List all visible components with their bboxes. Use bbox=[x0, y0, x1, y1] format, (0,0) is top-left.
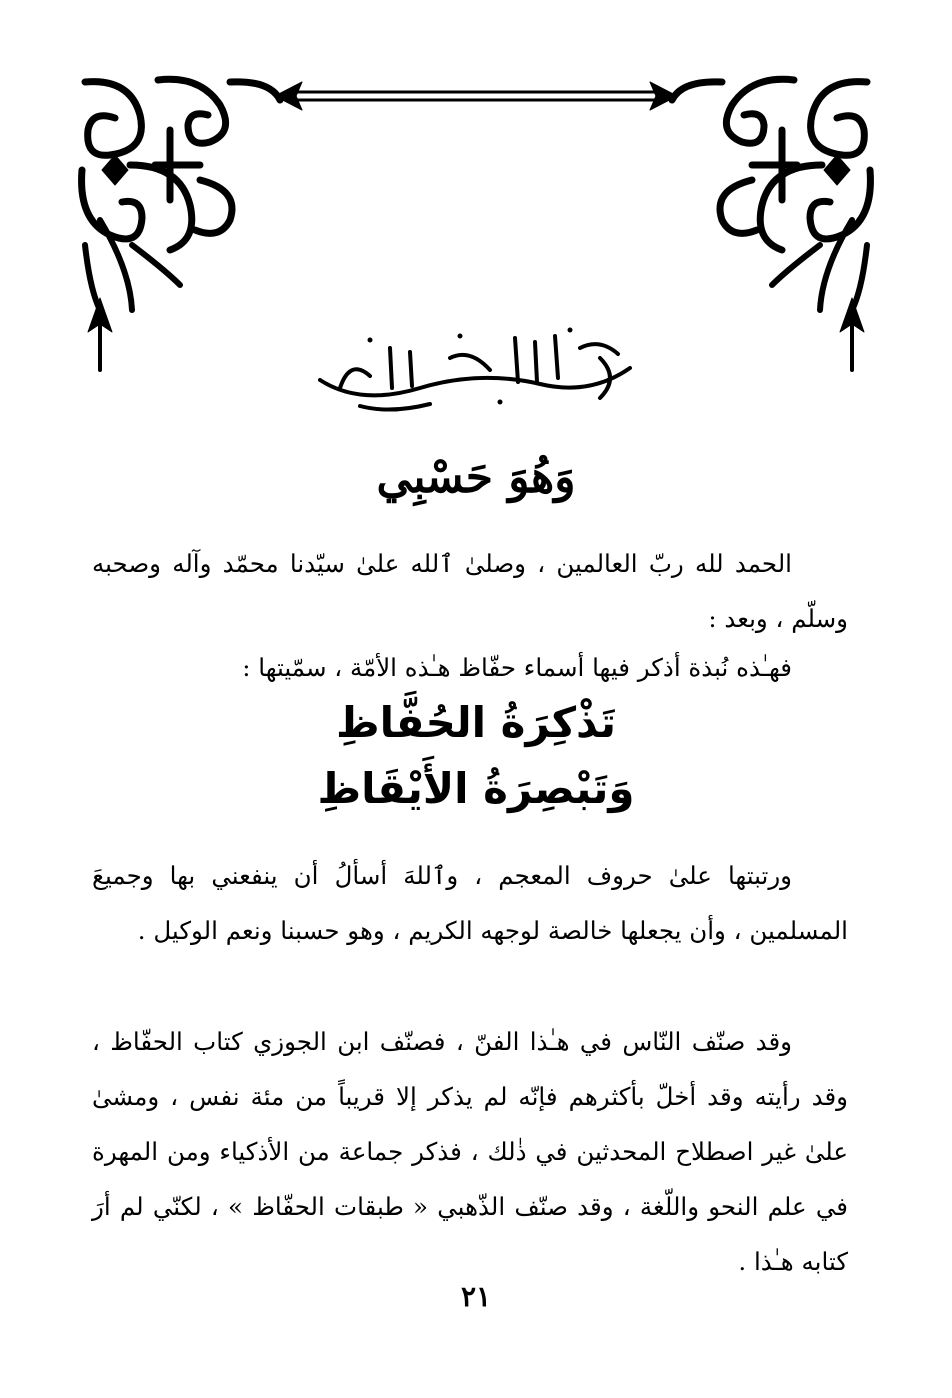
page-number: ٢١ bbox=[460, 1280, 492, 1313]
basmala-calligraphy bbox=[300, 318, 650, 418]
paragraph-prior-works bbox=[92, 1014, 848, 1289]
book-title-line-1: تَذْكِرَةُ الحُفَّاظِ bbox=[335, 698, 617, 747]
paragraph-intro bbox=[92, 640, 848, 695]
book-title bbox=[0, 690, 952, 822]
paragraph-arrangement bbox=[92, 848, 848, 958]
paragraph-arrangement-text: ورتبتها علىٰ حروف المعجم ، وٱللهَ أسألُ أن ينفعني بها وجميعَ المسلمين ، وأن يجعلها خالصة لوجهه الكريم ، وهو حسبنا ونعم الوكيل . bbox=[92, 861, 848, 945]
paragraph-opening bbox=[92, 536, 848, 646]
paragraph-prior-works-text: وقد صنّف النّاس في هـٰذا الفنّ ، فصنّف ابن الجوزي كتاب الحفّاظ ، وقد رأيته وقد أخلّ بأكثرهم فإنّه لم يذكر إلا قريباً من مئة نفس ، ومشىٰ علىٰ غير اصطلاح المحدثين في ذٰلك ، فذكر جماعة من الأذكياء ومن المهرة في علم النحو واللّغة ، وقد صنّف الذّهبي « طبقات الحفّاظ » ، لكنّي لم أرَ كتابه هـٰذا . bbox=[92, 1027, 848, 1276]
paragraph-opening-text: الحمد لله ربّ العالمين ، وصلىٰ ٱلله علىٰ سيّدنا محمّد وآله وصحبه وسلّم ، وبعد : bbox=[92, 549, 848, 633]
paragraph-intro-text: فهـٰذه نُبذة أذكر فيها أسماء حفّاظ هـٰذه الأمّة ، سمّيتها : bbox=[242, 653, 792, 682]
heading-wa-huwa-hasbi: وَهُوَ حَسْبِي bbox=[376, 452, 576, 503]
book-title-line-2: وَتَبْصِرَةُ الأَيْقَاظِ bbox=[317, 764, 635, 813]
